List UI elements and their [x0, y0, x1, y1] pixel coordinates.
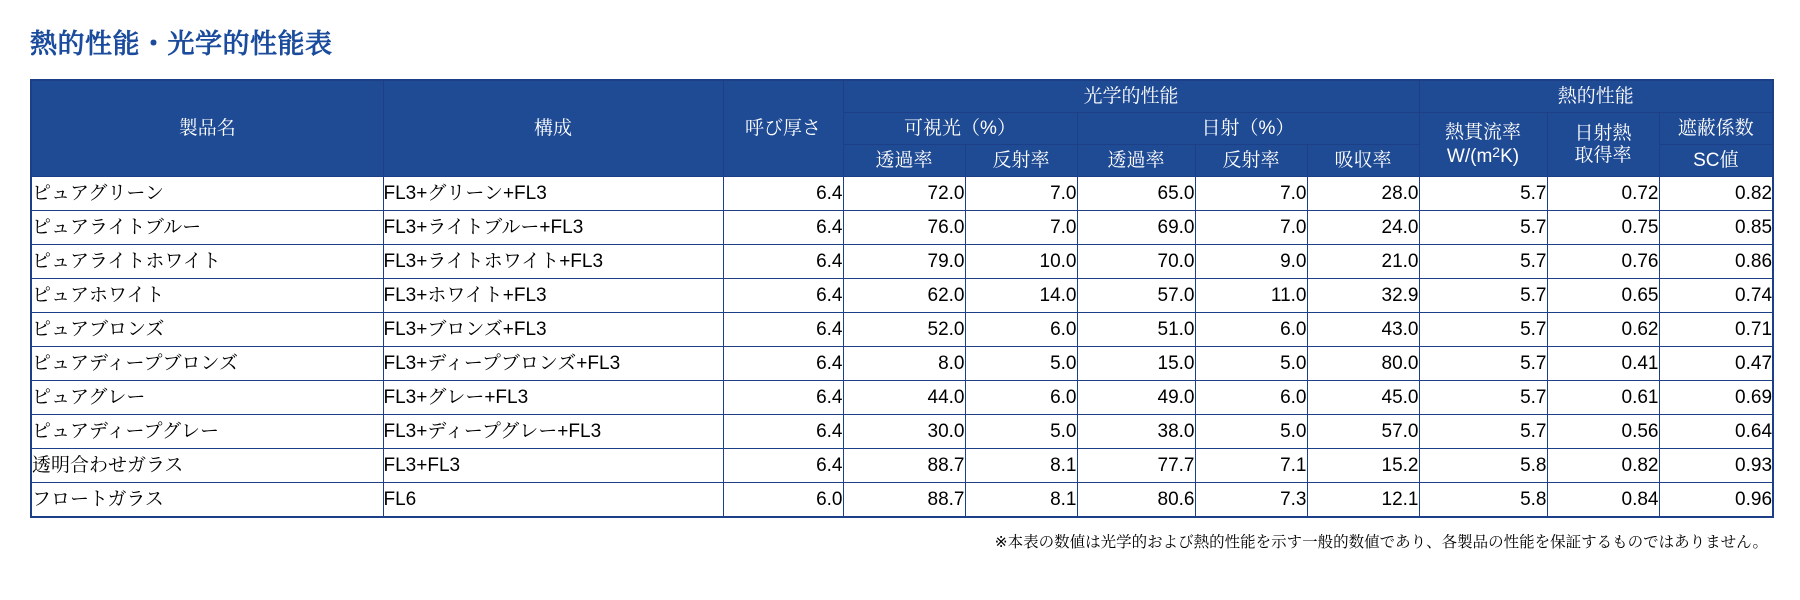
- cell-solar-transmittance: 51.0: [1077, 313, 1195, 347]
- table-row: [31, 381, 1773, 415]
- cell-heat-transmittance: 5.7: [1419, 347, 1547, 381]
- cell-heat-transmittance: 5.7: [1419, 211, 1547, 245]
- cell-visible-reflectance: 5.0: [965, 347, 1077, 381]
- cell-solar-reflectance: 11.0: [1195, 279, 1307, 313]
- cell-solar-heat-gain: 0.61: [1547, 381, 1659, 415]
- table-row: [31, 313, 1773, 347]
- cell-heat-transmittance: 5.7: [1419, 415, 1547, 449]
- cell-solar-heat-gain: 0.65: [1547, 279, 1659, 313]
- cell-product-name: ピュアディープグレー: [31, 415, 383, 449]
- cell-visible-reflectance: 7.0: [965, 211, 1077, 245]
- cell-product-name: ピュアグレー: [31, 381, 383, 415]
- header-solar-reflectance: 反射率: [1195, 145, 1307, 177]
- cell-product-name: フロートガラス: [31, 483, 383, 518]
- header-nominal-thickness: 呼び厚さ: [723, 80, 843, 177]
- cell-solar-heat-gain: 0.56: [1547, 415, 1659, 449]
- header-heat-transmittance-label: 熱貫流率: [1444, 121, 1521, 143]
- unit-suffix: K): [1500, 145, 1520, 167]
- cell-product-name: ピュアライトブルー: [31, 211, 383, 245]
- cell-visible-reflectance: 5.0: [965, 415, 1077, 449]
- cell-solar-reflectance: 7.3: [1195, 483, 1307, 518]
- cell-solar-absorptance: 45.0: [1307, 381, 1419, 415]
- cell-solar-transmittance: 49.0: [1077, 381, 1195, 415]
- cell-sc-value: 0.96: [1659, 483, 1773, 518]
- cell-visible-transmittance: 88.7: [843, 449, 965, 483]
- cell-product-name: ピュアグリーン: [31, 177, 383, 211]
- header-solar-transmittance: 透過率: [1077, 145, 1195, 177]
- cell-product-name: ピュアライトホワイト: [31, 245, 383, 279]
- unit-superscript: 2: [1492, 143, 1501, 160]
- cell-composition: FL3+グレー+FL3: [383, 381, 723, 415]
- cell-visible-reflectance: 10.0: [965, 245, 1077, 279]
- cell-composition: FL3+ディープブロンズ+FL3: [383, 347, 723, 381]
- cell-visible-reflectance: 6.0: [965, 381, 1077, 415]
- page-title: 熱的性能・光学的性能表: [30, 29, 333, 59]
- cell-solar-heat-gain: 0.84: [1547, 483, 1659, 518]
- cell-solar-reflectance: 6.0: [1195, 313, 1307, 347]
- header-solar-heat-gain-line2: 取得率: [1574, 144, 1632, 166]
- header-solar: 日射（%）: [1077, 113, 1419, 145]
- cell-solar-heat-gain: 0.75: [1547, 211, 1659, 245]
- cell-visible-transmittance: 30.0: [843, 415, 965, 449]
- table-row: [31, 415, 1773, 449]
- cell-sc-value: 0.82: [1659, 177, 1773, 211]
- header-solar-absorptance: 吸収率: [1307, 145, 1419, 177]
- cell-visible-reflectance: 8.1: [965, 449, 1077, 483]
- cell-solar-heat-gain: 0.62: [1547, 313, 1659, 347]
- cell-solar-absorptance: 24.0: [1307, 211, 1419, 245]
- table-row: [31, 347, 1773, 381]
- cell-nominal-thickness: 6.4: [723, 313, 843, 347]
- cell-heat-transmittance: 5.8: [1419, 449, 1547, 483]
- header-visible-reflectance: 反射率: [965, 145, 1077, 177]
- cell-sc-value: 0.64: [1659, 415, 1773, 449]
- cell-visible-transmittance: 8.0: [843, 347, 965, 381]
- cell-heat-transmittance: 5.7: [1419, 279, 1547, 313]
- header-optical-group: 光学的性能: [843, 80, 1419, 113]
- cell-product-name: 透明合わせガラス: [31, 449, 383, 483]
- cell-solar-heat-gain: 0.41: [1547, 347, 1659, 381]
- cell-solar-reflectance: 6.0: [1195, 381, 1307, 415]
- header-sc-value: SC値: [1659, 145, 1773, 177]
- cell-visible-transmittance: 76.0: [843, 211, 965, 245]
- table-footnote: ※本表の数値は光学的および熱的性能を示す一般的数値であり、各製品の性能を保証するものではありません。: [994, 534, 1768, 551]
- table-row: [31, 211, 1773, 245]
- cell-nominal-thickness: 6.4: [723, 211, 843, 245]
- cell-solar-absorptance: 57.0: [1307, 415, 1419, 449]
- cell-solar-heat-gain: 0.72: [1547, 177, 1659, 211]
- cell-solar-transmittance: 38.0: [1077, 415, 1195, 449]
- cell-solar-absorptance: 28.0: [1307, 177, 1419, 211]
- cell-composition: FL3+ブロンズ+FL3: [383, 313, 723, 347]
- cell-visible-reflectance: 7.0: [965, 177, 1077, 211]
- cell-product-name: ピュアホワイト: [31, 279, 383, 313]
- performance-table: [30, 79, 1774, 518]
- cell-product-name: ピュアディープブロンズ: [31, 347, 383, 381]
- cell-solar-absorptance: 32.9: [1307, 279, 1419, 313]
- cell-solar-absorptance: 15.2: [1307, 449, 1419, 483]
- cell-composition: FL3+グリーン+FL3: [383, 177, 723, 211]
- header-heat-transmittance-unit: [1420, 144, 1547, 168]
- cell-solar-absorptance: 21.0: [1307, 245, 1419, 279]
- cell-visible-reflectance: 6.0: [965, 313, 1077, 347]
- header-heat-transmittance: [1419, 113, 1547, 177]
- cell-composition: FL3+ライトブルー+FL3: [383, 211, 723, 245]
- table-header: [31, 80, 1773, 177]
- header-visible-transmittance: 透過率: [843, 145, 965, 177]
- cell-solar-reflectance: 5.0: [1195, 415, 1307, 449]
- cell-solar-heat-gain: 0.76: [1547, 245, 1659, 279]
- cell-visible-transmittance: 72.0: [843, 177, 965, 211]
- cell-nominal-thickness: 6.0: [723, 483, 843, 518]
- header-composition: 構成: [383, 80, 723, 177]
- cell-composition: FL3+FL3: [383, 449, 723, 483]
- cell-visible-transmittance: 52.0: [843, 313, 965, 347]
- cell-heat-transmittance: 5.7: [1419, 245, 1547, 279]
- cell-solar-reflectance: 5.0: [1195, 347, 1307, 381]
- header-solar-heat-gain: [1547, 113, 1659, 177]
- cell-solar-transmittance: 77.7: [1077, 449, 1195, 483]
- cell-sc-value: 0.69: [1659, 381, 1773, 415]
- header-visible-light: 可視光（%）: [843, 113, 1077, 145]
- cell-solar-transmittance: 57.0: [1077, 279, 1195, 313]
- cell-solar-transmittance: 80.6: [1077, 483, 1195, 518]
- cell-composition: FL3+ライトホワイト+FL3: [383, 245, 723, 279]
- cell-visible-transmittance: 79.0: [843, 245, 965, 279]
- cell-visible-transmittance: 62.0: [843, 279, 965, 313]
- cell-sc-value: 0.71: [1659, 313, 1773, 347]
- cell-composition: FL3+ホワイト+FL3: [383, 279, 723, 313]
- cell-solar-absorptance: 43.0: [1307, 313, 1419, 347]
- header-product-name: 製品名: [31, 80, 383, 177]
- cell-solar-absorptance: 80.0: [1307, 347, 1419, 381]
- cell-product-name: ピュアブロンズ: [31, 313, 383, 347]
- cell-nominal-thickness: 6.4: [723, 347, 843, 381]
- cell-visible-reflectance: 8.1: [965, 483, 1077, 518]
- cell-heat-transmittance: 5.7: [1419, 177, 1547, 211]
- cell-composition: FL3+ディープグレー+FL3: [383, 415, 723, 449]
- unit-meter: m: [1476, 145, 1493, 167]
- header-row-1: [31, 80, 1773, 113]
- table-row: [31, 245, 1773, 279]
- cell-visible-transmittance: 44.0: [843, 381, 965, 415]
- cell-solar-transmittance: 70.0: [1077, 245, 1195, 279]
- cell-nominal-thickness: 6.4: [723, 415, 843, 449]
- cell-sc-value: 0.74: [1659, 279, 1773, 313]
- unit-prefix: W/(: [1446, 145, 1477, 167]
- cell-solar-reflectance: 9.0: [1195, 245, 1307, 279]
- cell-heat-transmittance: 5.7: [1419, 313, 1547, 347]
- cell-solar-reflectance: 7.0: [1195, 211, 1307, 245]
- cell-nominal-thickness: 6.4: [723, 449, 843, 483]
- header-thermal-group: 熱的性能: [1419, 80, 1773, 113]
- table-row: [31, 177, 1773, 211]
- cell-sc-value: 0.86: [1659, 245, 1773, 279]
- table-body: [31, 177, 1773, 518]
- cell-sc-value: 0.85: [1659, 211, 1773, 245]
- cell-heat-transmittance: 5.8: [1419, 483, 1547, 518]
- cell-composition: FL6: [383, 483, 723, 518]
- cell-visible-reflectance: 14.0: [965, 279, 1077, 313]
- table-row: [31, 279, 1773, 313]
- cell-sc-value: 0.47: [1659, 347, 1773, 381]
- cell-solar-reflectance: 7.0: [1195, 177, 1307, 211]
- cell-solar-transmittance: 69.0: [1077, 211, 1195, 245]
- header-solar-heat-gain-line1: 日射熱: [1574, 122, 1632, 144]
- cell-solar-heat-gain: 0.82: [1547, 449, 1659, 483]
- cell-solar-reflectance: 7.1: [1195, 449, 1307, 483]
- cell-nominal-thickness: 6.4: [723, 279, 843, 313]
- cell-solar-transmittance: 65.0: [1077, 177, 1195, 211]
- cell-sc-value: 0.93: [1659, 449, 1773, 483]
- cell-solar-transmittance: 15.0: [1077, 347, 1195, 381]
- table-row: [31, 449, 1773, 483]
- cell-nominal-thickness: 6.4: [723, 381, 843, 415]
- header-shading-coefficient: 遮蔽係数: [1659, 113, 1773, 145]
- cell-visible-transmittance: 88.7: [843, 483, 965, 518]
- table-row: [31, 483, 1773, 518]
- cell-nominal-thickness: 6.4: [723, 245, 843, 279]
- cell-solar-absorptance: 12.1: [1307, 483, 1419, 518]
- cell-nominal-thickness: 6.4: [723, 177, 843, 211]
- cell-heat-transmittance: 5.7: [1419, 381, 1547, 415]
